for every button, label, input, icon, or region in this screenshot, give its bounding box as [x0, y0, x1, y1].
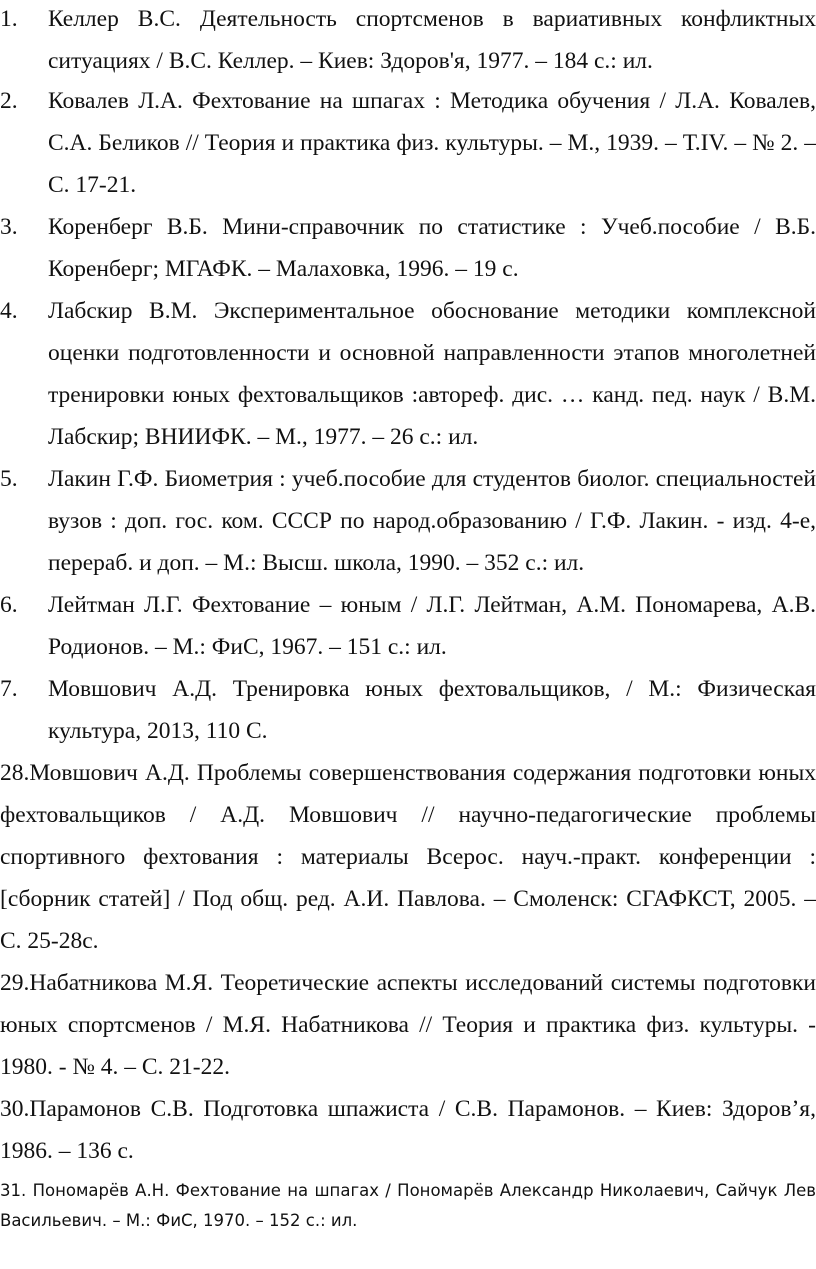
reference-item-30: [0, 1088, 816, 1172]
reference-number: 5.: [0, 466, 18, 492]
reference-text: Пономарёв А.Н. Фехтование на шпагах / Пономарёв Александр Николаевич, Сайчук Лев Васильевич. – М.: ФиС, 1970. – 152 с.: ил.: [0, 1181, 816, 1230]
reference-text: Парамонов С.В. Подготовка шпажиста / С.В. Парамонов. – Киев: Здоров’я, 1986. – 136 с.: [0, 1096, 816, 1164]
reference-item-7: [0, 668, 816, 752]
reference-number: 1.: [0, 6, 18, 32]
reference-number: 28.: [0, 760, 30, 786]
reference-text: Набатникова М.Я. Теоретические аспекты исследований системы подготовки юных спортсменов / М.Я. Набатникова // Теория и практика физ. культуры. - 1980. - № 4. – С. 21-22.: [0, 970, 816, 1080]
reference-number: 31.: [0, 1181, 27, 1200]
reference-item-31: [0, 1176, 816, 1236]
reference-item-6: [0, 584, 816, 668]
reference-item-5: [0, 458, 816, 584]
reference-number: 4.: [0, 298, 18, 324]
reference-text: Ковалев Л.А. Фехтование на шпагах : Методика обучения / Л.А. Ковалев, С.А. Беликов // Теория и практика физ. культуры. – М., 1939. – Т.IV. – № 2. – С. 17-21.: [48, 88, 816, 198]
reference-text: Лейтман Л.Г. Фехтование – юным / Л.Г. Лейтман, А.М. Пономарева, А.В. Родионов. – М.: ФиС, 1967. – 151 с.: ил.: [48, 592, 816, 660]
reference-item-2: [0, 80, 816, 206]
reference-text: Коренберг В.Б. Мини-справочник по статистике : Учеб.пособие / В.Б. Коренберг; МГАФК. – Малаховка, 1996. – 19 с.: [48, 214, 816, 282]
reference-number: 7.: [0, 676, 18, 702]
reference-number: 3.: [0, 214, 18, 240]
reference-item-4: [0, 290, 816, 458]
reference-text: Мовшович А.Д. Проблемы совершенствования содержания подготовки юных фехтовальщиков / А.Д. Мовшович // научно-педагогические проблемы спортивного фехтования : материалы Всерос. науч.-практ. конференции : [сборник статей] / Под общ. ред. А.И. Павлова. – Смоленск: СГАФКСТ, 2005. – С. 25-28с.: [0, 760, 816, 954]
reference-item-29: [0, 962, 816, 1088]
reference-item-28: [0, 752, 816, 962]
reference-text: Лакин Г.Ф. Биометрия : учеб.пособие для студентов биолог. специальностей вузов : доп. гос. ком. СССР по народ.образованию / Г.Ф. Лакин. - изд. 4-е, перераб. и доп. – М.: Высш. школа, 1990. – 352 с.: ил.: [48, 466, 816, 576]
reference-number: 6.: [0, 592, 18, 618]
reference-text: Лабскир В.М. Экспериментальное обоснование методики комплексной оценки подготовленности и основной направленности этапов многолетней тренировки юных фехтовальщиков :автореф. дис. … канд. пед. наук / В.М. Лабскир; ВНИИФК. – М., 1977. – 26 с.: ил.: [48, 298, 816, 450]
reference-item-3: [0, 206, 816, 290]
reference-text: Келлер В.С. Деятельность спортсменов в вариативных конфликтных ситуациях / В.С. Келлер. – Киев: Здоров'я, 1977. – 184 с.: ил.: [48, 6, 816, 74]
reference-number: 29.: [0, 970, 30, 996]
reference-number: 30.: [0, 1096, 30, 1122]
reference-number: 2.: [0, 88, 18, 114]
reference-text: Мовшович А.Д. Тренировка юных фехтовальщиков, / М.: Физическая культура, 2013, 110 С.: [48, 676, 816, 744]
reference-item-1: [0, 0, 816, 82]
